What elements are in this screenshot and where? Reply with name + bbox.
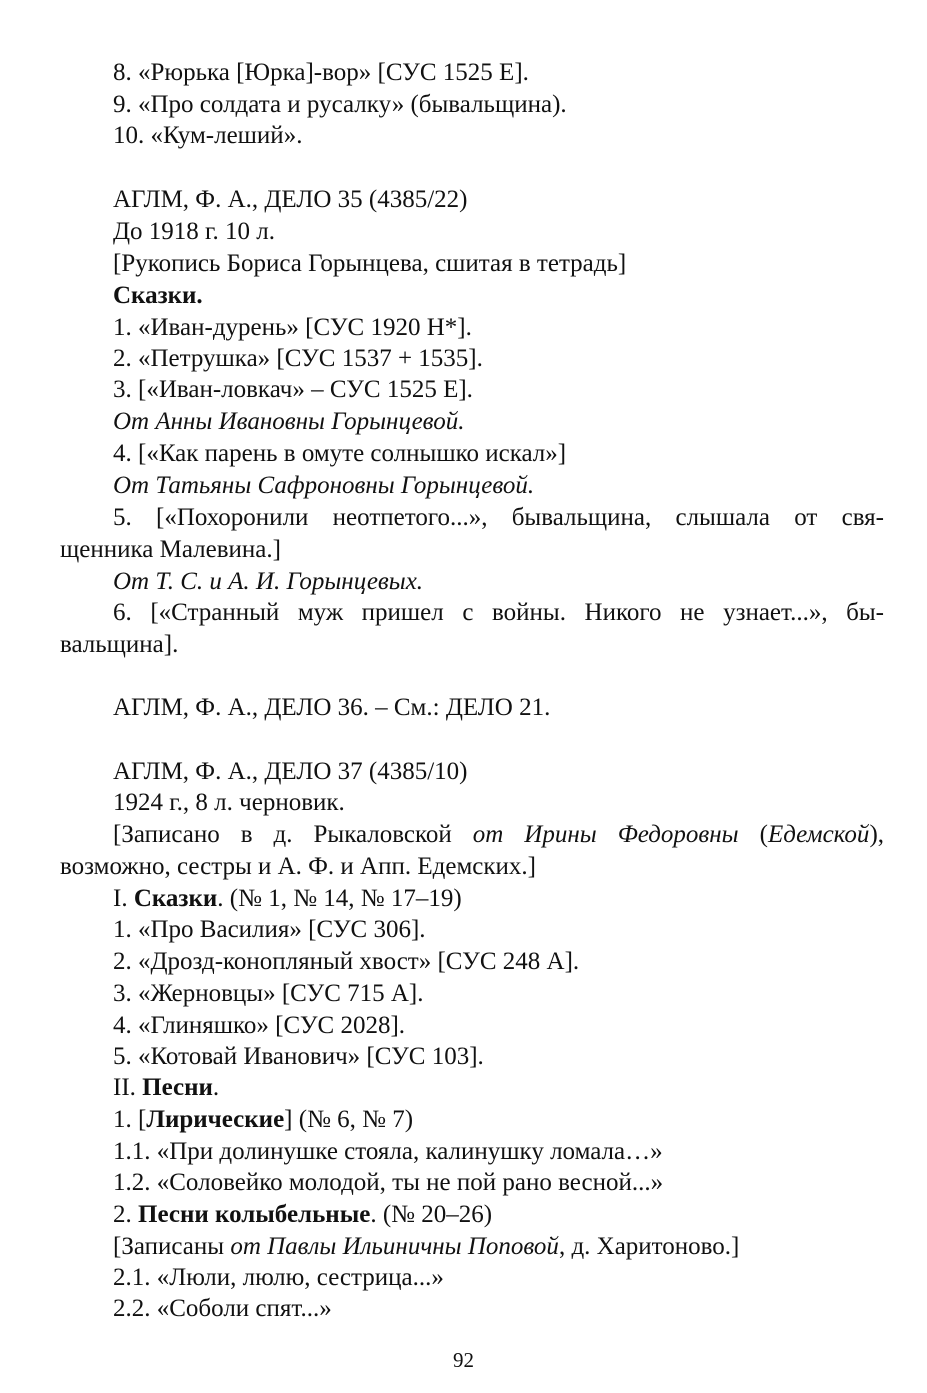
text-line bbox=[60, 535, 281, 565]
text-span: ), bbox=[869, 821, 885, 848]
bold-text: Лирические bbox=[146, 1106, 285, 1133]
text-line bbox=[113, 90, 567, 120]
text-span: 2.1. «Люли, люлю, сестрица...» bbox=[113, 1264, 444, 1291]
text-span: 4. «Глиняшко» [СУС 2028]. bbox=[113, 1012, 406, 1039]
text-span: 5. «Котовай Иванович» [СУС 103]. bbox=[113, 1043, 484, 1070]
text-span: АГЛМ, Ф. А., ДЕЛО 36. – См.: ДЕЛО 21. bbox=[113, 694, 551, 721]
text-span: 1.1. «При долинушке стояла, калинушку ломала…» bbox=[113, 1138, 663, 1165]
text-span: II. bbox=[113, 1074, 143, 1101]
text-span: 2. «Петрушка» [СУС 1537 + 1535]. bbox=[113, 345, 483, 372]
italic-text: Едемской bbox=[767, 821, 870, 848]
text-line bbox=[113, 313, 472, 343]
text-line bbox=[60, 852, 536, 882]
text-line bbox=[113, 121, 302, 151]
text-line bbox=[113, 439, 566, 469]
text-line bbox=[113, 281, 203, 311]
page-number: 92 bbox=[453, 1348, 474, 1372]
text-line bbox=[113, 1011, 405, 1041]
text-span: 4. [«Как парень в омуте солнышко искал»] bbox=[113, 440, 567, 467]
text-line bbox=[113, 1168, 663, 1198]
text-line bbox=[113, 1042, 484, 1072]
text-line bbox=[113, 471, 534, 501]
text-line bbox=[113, 407, 464, 437]
text-span: До 1918 г. 10 л. bbox=[113, 218, 275, 245]
text-span: 1. «Про Василия» [СУС 306]. bbox=[113, 916, 426, 943]
text-span: ] (№ 6, № 7) bbox=[284, 1106, 414, 1133]
text-span: 8. «Рюрька [Юрка]-вор» [СУС 1525 Е]. bbox=[113, 59, 529, 86]
bold-text: Песни bbox=[142, 1074, 213, 1101]
text-span: 2.2. «Соболи спят...» bbox=[113, 1295, 332, 1322]
text-span: 1.2. «Соловейко молодой, ты не пой рано весной...» bbox=[113, 1169, 664, 1196]
text-span: [Рукопись Бориса Горынцева, сшитая в тетрадь] bbox=[113, 250, 627, 277]
text-span: 6. [«Странный муж пришел с войны. Никого не узнает...», бы- bbox=[113, 599, 884, 626]
text-line bbox=[113, 820, 884, 850]
text-line bbox=[113, 249, 626, 279]
text-span: 9. «Про солдата и русалку» (бывальщина). bbox=[113, 91, 567, 118]
text-line bbox=[113, 598, 884, 628]
text-line bbox=[113, 503, 884, 533]
text-line bbox=[113, 217, 275, 247]
bold-text: Песни колыбельные bbox=[138, 1201, 371, 1228]
text-span: . (№ 20–26) bbox=[370, 1201, 493, 1228]
text-span: 2. «Дрозд-конопляный хвост» [СУС 248 А]. bbox=[113, 948, 580, 975]
text-span: 5. [«Похоронили неотпетого...», бывальщина, слышала от свя- bbox=[113, 504, 884, 531]
text-line bbox=[113, 1105, 413, 1135]
text-line bbox=[113, 1200, 492, 1230]
text-line bbox=[113, 693, 550, 723]
text-span: . bbox=[212, 1074, 220, 1101]
text-span: АГЛМ, Ф. А., ДЕЛО 35 (4385/22) bbox=[113, 186, 468, 213]
italic-text: от Ирины Федоровны bbox=[472, 821, 739, 848]
text-line bbox=[113, 1073, 219, 1103]
text-span: [Записаны bbox=[113, 1233, 231, 1260]
text-span: , д. Харитоново.] bbox=[558, 1233, 740, 1260]
text-line bbox=[113, 1137, 663, 1167]
bold-text: Сказки. bbox=[113, 282, 203, 309]
text-line bbox=[60, 630, 178, 660]
italic-text: от Павлы Ильиничны Поповой bbox=[230, 1233, 559, 1260]
text-line bbox=[113, 884, 462, 914]
text-line bbox=[113, 757, 467, 787]
text-span: . (№ 1, № 14, № 17–19) bbox=[217, 885, 462, 912]
text-span: 2. bbox=[113, 1201, 138, 1228]
text-span: I. bbox=[113, 885, 134, 912]
bold-text: Сказки bbox=[133, 885, 218, 912]
text-span: 1924 г., 8 л. черновик. bbox=[113, 789, 345, 816]
text-line bbox=[113, 344, 483, 374]
text-span: возможно, сестры и А. Ф. и Апп. Едемских.] bbox=[60, 853, 536, 880]
italic-text: От Татьяны Сафроновны Горынцевой. bbox=[113, 472, 535, 499]
text-span: вальщина]. bbox=[60, 631, 179, 658]
text-line bbox=[113, 1232, 739, 1262]
text-span: 10. «Кум-леший». bbox=[113, 122, 303, 149]
text-line bbox=[113, 979, 424, 1009]
text-line bbox=[113, 915, 426, 945]
text-line bbox=[113, 1294, 332, 1324]
text-line bbox=[113, 375, 473, 405]
text-line bbox=[113, 788, 345, 818]
text-span: щенника Малевина.] bbox=[60, 536, 281, 563]
text-line bbox=[113, 185, 467, 215]
text-span: [Записано в д. Рыкаловской bbox=[113, 821, 473, 848]
italic-text: От Анны Ивановны Горынцевой. bbox=[113, 408, 465, 435]
text-line bbox=[113, 567, 423, 597]
text-line bbox=[113, 1263, 444, 1293]
text-span: 1. «Иван-дурень» [СУС 1920 Н*]. bbox=[113, 314, 472, 341]
text-span: 1. [ bbox=[113, 1106, 147, 1133]
text-span: 3. [«Иван-ловкач» – СУС 1525 Е]. bbox=[113, 376, 473, 403]
text-span: ( bbox=[738, 821, 768, 848]
text-line bbox=[113, 947, 579, 977]
text-line bbox=[113, 58, 529, 88]
italic-text: От Т. С. и А. И. Горынцевых. bbox=[113, 568, 424, 595]
text-span: 3. «Жерновцы» [СУС 715 А]. bbox=[113, 980, 424, 1007]
text-span: АГЛМ, Ф. А., ДЕЛО 37 (4385/10) bbox=[113, 758, 468, 785]
